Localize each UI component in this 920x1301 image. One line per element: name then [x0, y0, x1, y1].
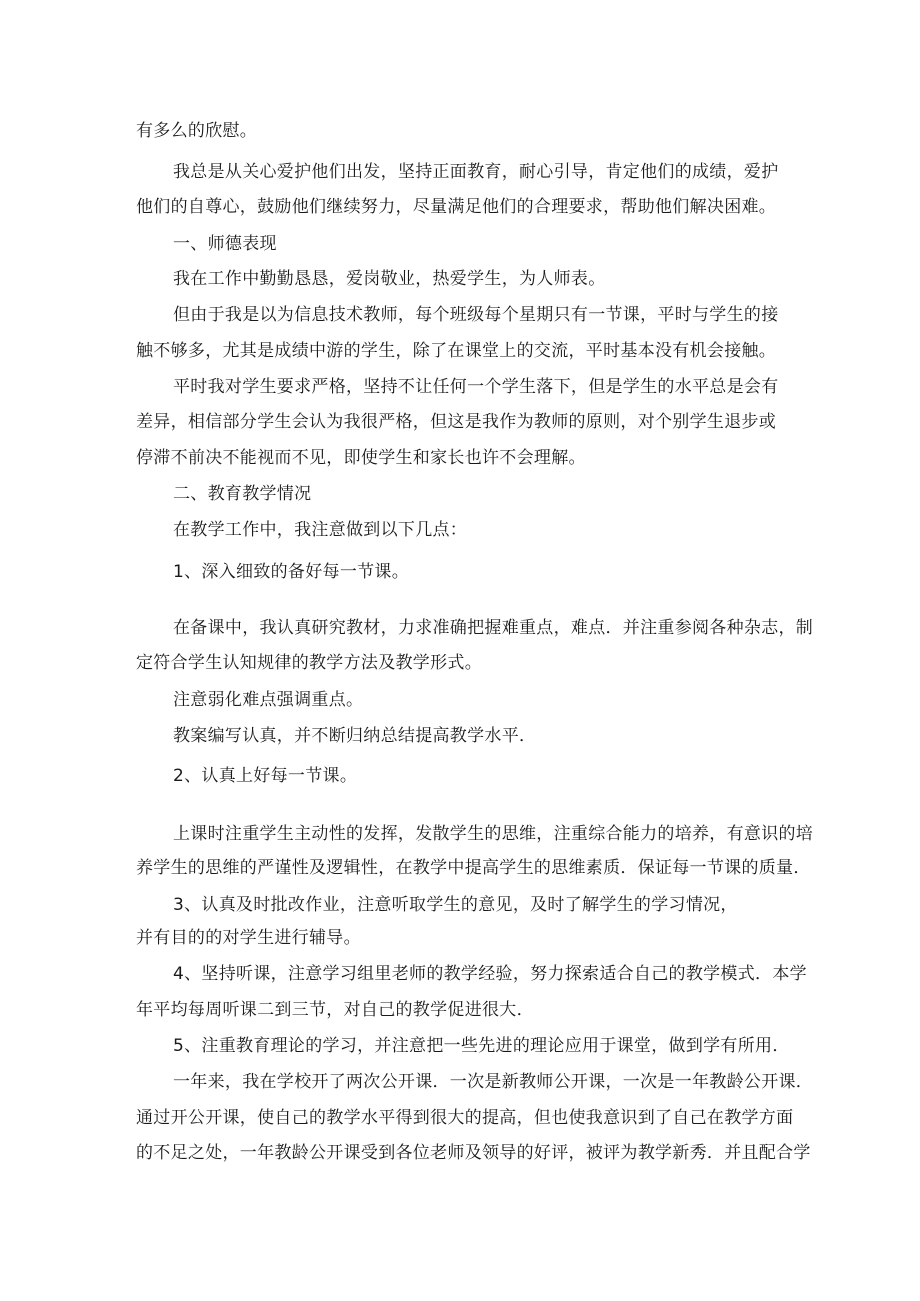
section-heading: 二、教育教学情况: [173, 484, 312, 504]
paragraph-line: 的不足之处，一年教龄公开课受到各位老师及领导的好评，被评为教学新秀．并且配合学: [136, 1143, 811, 1163]
list-item: 5、注重教育理论的学习，并注意把一些先进的理论应用于课堂，做到学有所用．: [173, 1036, 790, 1056]
paragraph-line: 停滞不前决不能视而不见，即使学生和家长也许不会理解。: [136, 448, 586, 468]
paragraph-line: 我在工作中勤勤恳恳，爱岗敬业，热爱学生，为人师表。: [173, 269, 606, 289]
paragraph-line: 养学生的思维的严谨性及逻辑性，在教学中提高学生的思维素质．保证每一节课的质量．: [136, 858, 811, 878]
paragraph-line: 触不够多，尤其是成绩中游的学生，除了在课堂上的交流，平时基本没有机会接触。: [136, 341, 777, 361]
paragraph-line: 一年来，我在学校开了两次公开课．一次是新教师公开课，一次是一年教龄公开课．: [173, 1072, 814, 1092]
paragraph-line: 年平均每周听课二到三节，对自己的教学促进很大．: [136, 1000, 534, 1020]
paragraph-line: 教案编写认真，并不断归纳总结提高教学水平．: [173, 726, 537, 746]
list-item: 3、认真及时批改作业，注意听取学生的意见，及时了解学生的学习情况，: [173, 895, 738, 915]
paragraph-line: 上课时注重学生主动性的发挥，发散学生的思维，注重综合能力的培养，有意识的培: [173, 824, 814, 844]
paragraph-line: 差异，相信部分学生会认为我很严格，但这是我作为教师的原则，对个别学生退步或: [136, 412, 777, 432]
paragraph-line: 平时我对学生要求严格，坚持不让任何一个学生落下，但是学生的水平总是会有: [173, 377, 779, 397]
paragraph-line: 他们的自尊心，鼓励他们继续努力，尽量满足他们的合理要求，帮助他们解决困难。: [136, 197, 777, 217]
list-item-heading: 2、认真上好每一节课。: [173, 766, 358, 786]
paragraph-line: 通过开公开课，使自己的教学水平得到很大的提高，但也使我意识到了自己在教学方面: [136, 1108, 794, 1128]
paragraph-line: 定符合学生认知规律的教学方法及教学形式。: [136, 653, 482, 673]
paragraph-line: 有多么的欣慰。: [136, 121, 258, 141]
list-item-heading: 1、深入细致的备好每一节课。: [173, 562, 410, 582]
paragraph-line: 注意弱化难点强调重点。: [173, 690, 364, 710]
list-item: 4、坚持听课，注意学习组里老师的教学经验，努力探索适合自己的教学模式．本学: [173, 964, 807, 984]
section-heading: 一、师德表现: [173, 234, 277, 254]
paragraph-line: 在教学工作中，我注意做到以下几点：: [173, 520, 468, 540]
paragraph-line: 但由于我是以为信息技术教师，每个班级每个星期只有一节课，平时与学生的接: [173, 305, 779, 325]
paragraph-line: 在备课中，我认真研究教材，力求准确把握难重点，难点．并注重参阅各种杂志，制: [173, 618, 814, 638]
paragraph-line: 并有目的的对学生进行辅导。: [136, 928, 361, 948]
paragraph-line: 我总是从关心爱护他们出发，坚持正面教育，耐心引导，肯定他们的成绩，爱护: [173, 162, 779, 182]
